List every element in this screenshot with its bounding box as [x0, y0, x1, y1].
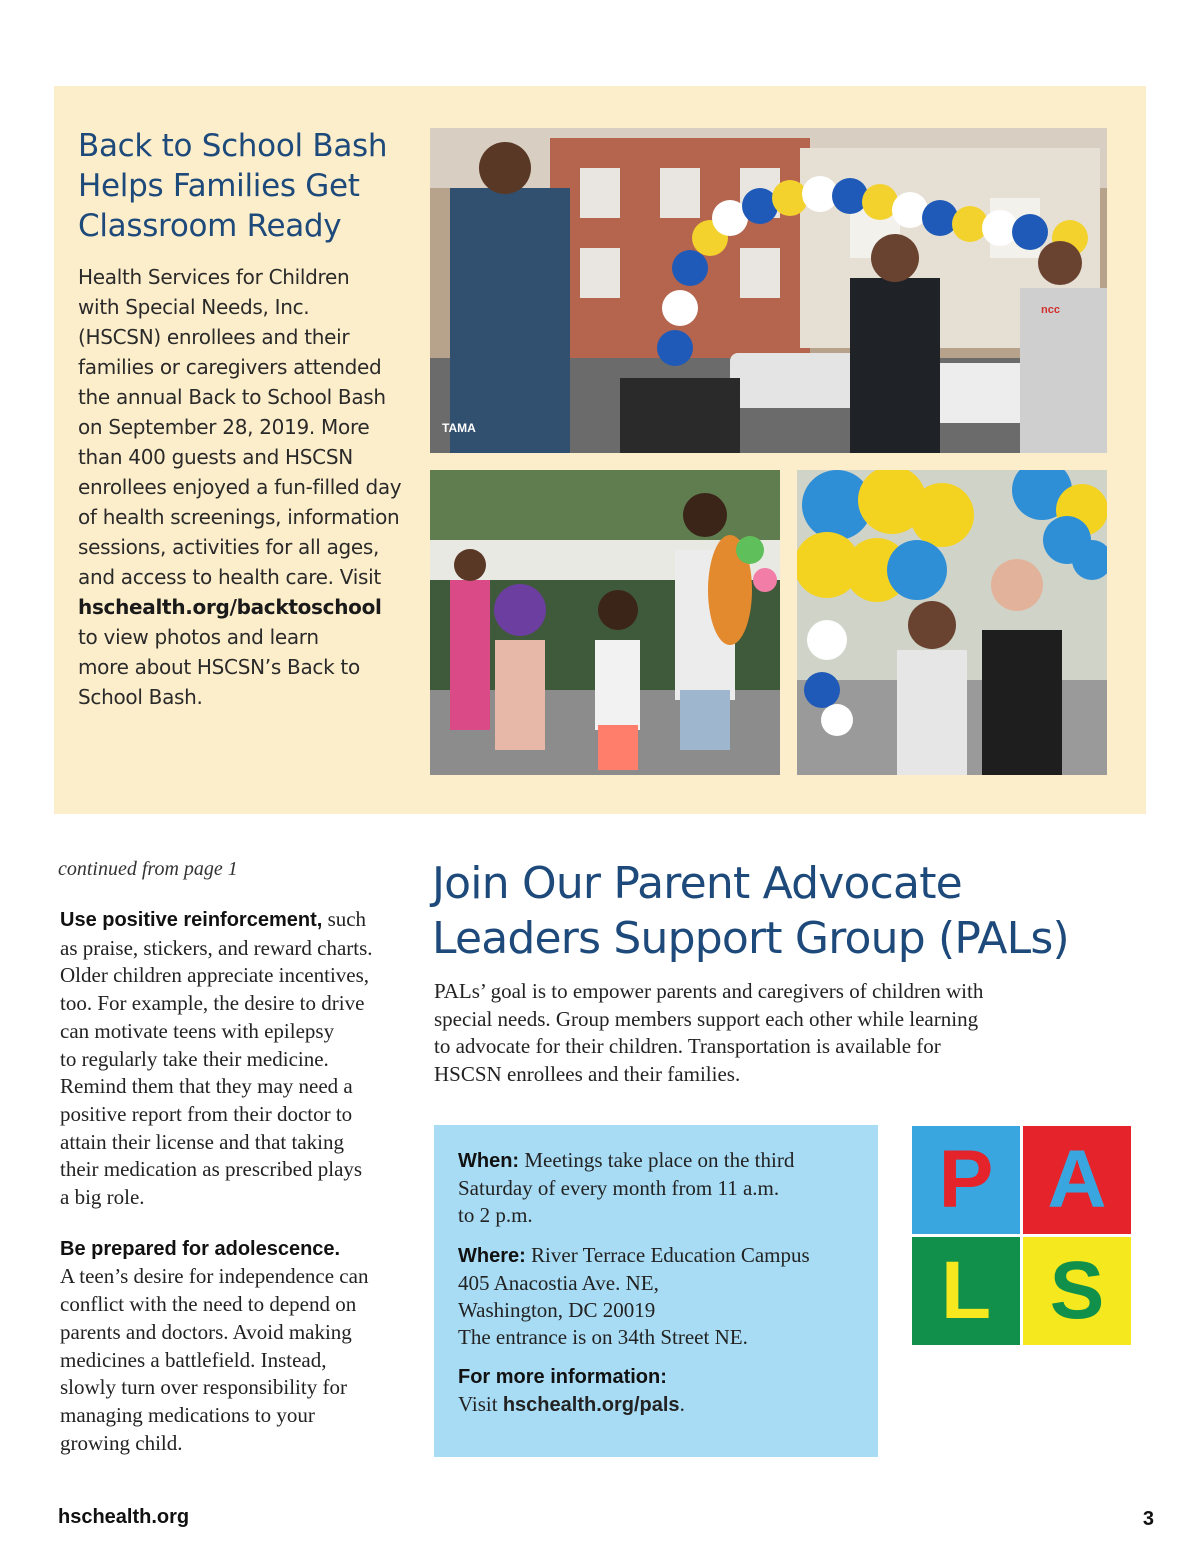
tip-first-line: [60, 906, 405, 935]
tip-line: their medication as prescribed plays: [60, 1157, 363, 1182]
photo-balloons-volunteers: [797, 470, 1107, 775]
pals-link[interactable]: hschealth.org/pals: [502, 1394, 680, 1416]
tip-line: can motivate teens with epilepsy: [60, 1018, 335, 1043]
when-text: to 2 p.m.: [458, 1203, 533, 1227]
continued-note: continued from page 1: [58, 858, 238, 880]
where-label: Where:: [458, 1245, 526, 1267]
pals-intro-line: PALs’ goal is to empower parents and caregivers of children with: [434, 979, 984, 1003]
drum-brand-text: TAMA: [442, 421, 476, 435]
feature-line: and access to health care. Visit: [78, 565, 381, 589]
logo-letter-a: A: [1023, 1126, 1131, 1234]
feature-line: Health Services for Children: [78, 265, 350, 289]
feature-line: than 400 guests and HSCSN: [78, 445, 353, 469]
pals-intro-line: HSCSN enrollees and their families.: [434, 1061, 741, 1086]
photo-children-dancing: [430, 470, 780, 775]
where-block: [458, 1242, 854, 1351]
pals-title: [432, 856, 1092, 966]
feature-body: [78, 262, 408, 712]
where-first-line: [458, 1242, 854, 1270]
pals-intro-line: to advocate for their children. Transportation is available for: [434, 1034, 941, 1058]
feature-line: School Bash.: [78, 685, 203, 709]
info-prefix: Visit: [458, 1392, 503, 1416]
tip-line: too. For example, the desire to drive: [60, 991, 365, 1016]
feature-line: with Special Needs, Inc.: [78, 295, 310, 319]
photo-stage-speakers: [430, 128, 1107, 453]
feature-line: the annual Back to School Bash: [78, 385, 386, 409]
logo-letter-l: L: [912, 1237, 1020, 1345]
feature-line: (HSCSN) enrollees and their: [78, 325, 350, 349]
tip-line: as praise, stickers, and reward charts.: [60, 935, 373, 960]
feature-line: more about HSCSN’s Back to: [78, 655, 360, 679]
where-text: The entrance is on 34th Street NE.: [458, 1325, 748, 1349]
tip-line: conflict with the need to depend on: [60, 1292, 357, 1317]
tip-line: to regularly take their medicine.: [60, 1046, 329, 1071]
tip-lead: Be prepared for adolescence.: [60, 1237, 341, 1260]
tip-line: positive report from their doctor to: [60, 1101, 353, 1126]
when-label: When:: [458, 1150, 520, 1172]
pals-title-line: Leaders Support Group (PALs): [432, 913, 1069, 964]
where-text: Washington, DC 20019: [458, 1298, 656, 1322]
feature-line: enrollees enjoyed a fun-filled day: [78, 475, 402, 499]
page-number: 3: [1142, 1508, 1154, 1530]
info-block: [458, 1364, 854, 1419]
feature-title: [78, 126, 408, 246]
feature-title-line: Back to School Bash: [78, 128, 388, 164]
info-label: For more information:: [458, 1366, 667, 1388]
when-text: Meetings take place on the third: [519, 1148, 795, 1172]
tip-line: Older children appreciate incentives,: [60, 963, 370, 988]
tip-line: growing child.: [60, 1430, 183, 1455]
footer-site-link[interactable]: hschealth.org: [58, 1506, 190, 1528]
tip-line: parents and doctors. Avoid making: [60, 1319, 352, 1344]
tip-line: slowly turn over responsibility for: [60, 1375, 347, 1400]
logo-letter-s: S: [1023, 1237, 1131, 1345]
feature-title-line: Helps Families Get: [78, 168, 360, 204]
when-first-line: [458, 1147, 854, 1175]
where-text: River Terrace Education Campus: [525, 1243, 810, 1267]
feature-title-line: Classroom Ready: [78, 208, 342, 244]
when-text: Saturday of every month from 11 a.m.: [458, 1176, 780, 1200]
logo-letter-p: P: [912, 1126, 1020, 1234]
parenting-tips-column: [60, 906, 405, 1457]
tip-line: a big role.: [60, 1185, 145, 1210]
tip-reinforcement: [60, 906, 405, 1212]
feature-line: on September 28, 2019. More: [78, 415, 370, 439]
shirt-logo-text: ncc: [1041, 304, 1060, 316]
meeting-info-box: [434, 1125, 878, 1457]
when-block: [458, 1147, 854, 1229]
info-line: [458, 1391, 854, 1419]
pals-title-line: Join Our Parent Advocate: [432, 858, 962, 909]
pals-intro: [434, 978, 1054, 1088]
info-suffix: .: [679, 1392, 685, 1416]
tip-line: Remind them that they may need a: [60, 1074, 353, 1099]
tip-line: medicines a battlefield. Instead,: [60, 1347, 327, 1372]
tip-line: managing medications to your: [60, 1402, 315, 1427]
feature-line: families or caregivers attended: [78, 355, 382, 379]
backtoschool-link[interactable]: hschealth.org/backtoschool: [78, 595, 382, 619]
pals-intro-line: special needs. Group members support each other while learning: [434, 1006, 979, 1031]
where-text: 405 Anacostia Ave. NE,: [458, 1271, 659, 1295]
feature-line: of health screenings, information: [78, 505, 400, 529]
tip-adolescence: [60, 1236, 405, 1458]
feature-line: to view photos and learn: [78, 625, 319, 649]
pals-logo: [912, 1126, 1131, 1345]
tip-line: A teen’s desire for independence can: [60, 1264, 369, 1289]
feature-line: sessions, activities for all ages,: [78, 535, 380, 559]
tip-line: attain their license and that taking: [60, 1129, 344, 1154]
tip-lead: Use positive reinforcement,: [60, 909, 323, 931]
tip-line: such: [322, 907, 367, 931]
